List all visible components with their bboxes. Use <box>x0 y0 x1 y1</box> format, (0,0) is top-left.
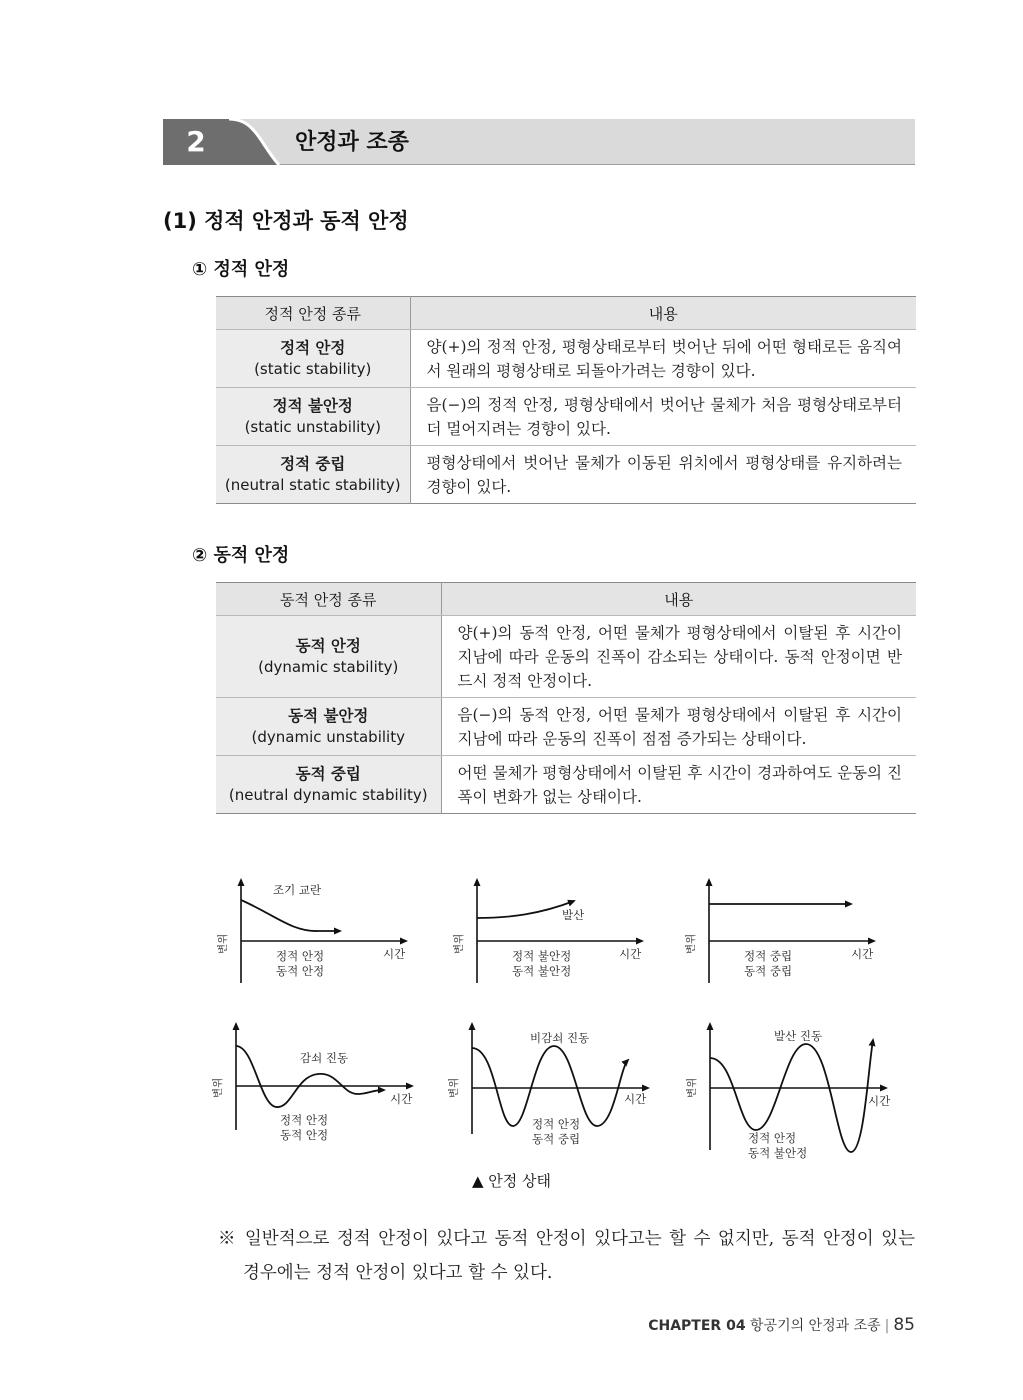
graph-4-label-1: 정적 안정 <box>280 1113 329 1127</box>
graph-5-x-label: 시간 <box>624 1092 647 1106</box>
page-number: 85 <box>893 1315 915 1335</box>
type-description: 양(+)의 동적 안정, 어떤 물체가 평형상태에서 이탈된 후 시간이 지남에 따라 운동의 진폭이 감소되는 상태이다. 동적 안정이면 반드시 정적 안정이다. <box>441 616 916 698</box>
graph-1-label-2: 동적 안정 <box>276 964 325 978</box>
table-header-row <box>216 583 916 616</box>
graph-5-curve <box>472 1046 628 1126</box>
graph-2-top-label: 발산 <box>562 908 585 922</box>
table-row <box>216 388 916 446</box>
graph-1-y-label: 변위 <box>217 933 229 954</box>
static-stability-table <box>216 296 916 504</box>
type-description: 어떤 물체가 평형상태에서 이탈된 후 시간이 경과하여도 운동의 진폭이 변화가 없는 상태이다. <box>441 756 916 814</box>
graph-3-label-2: 동적 중립 <box>744 964 793 978</box>
table-row <box>216 698 916 756</box>
graph-5-label-2: 동적 중립 <box>532 1132 581 1146</box>
graph-2-label-2: 동적 불안정 <box>512 964 572 978</box>
table-row <box>216 446 916 504</box>
graph-6-top-label: 발산 진동 <box>774 1029 823 1043</box>
type-description: 양(+)의 정적 안정, 평형상태로부터 벗어난 뒤에 어떤 형태로든 움직여서 원래의 평형상태로 되돌아가려는 경향이 있다. <box>410 330 916 388</box>
note-line-1: ※ 일반적으로 정적 안정이 있다고 동적 안정이 있다고는 할 수 없지만, 동적 안정이 있는 <box>218 1229 915 1249</box>
dynamic-stability-heading: ② 동적 안정 <box>192 545 290 566</box>
graph-5-top-label: 비감쇠 진동 <box>530 1031 590 1045</box>
type-name-en: (dynamic unstability <box>251 727 405 746</box>
type-name: 동적 중립 <box>295 764 361 783</box>
type-name-en: (neutral static stability) <box>224 475 401 494</box>
type-name-en: (static stability) <box>254 359 372 378</box>
graph-1-x-label: 시간 <box>383 947 406 961</box>
column-header: 내용 <box>441 583 916 616</box>
dynamic-stability-table <box>216 582 916 814</box>
graph-2-label-1: 정적 불안정 <box>512 949 572 963</box>
graph-5-y-label: 변위 <box>448 1077 460 1098</box>
type-name: 동적 불안정 <box>288 706 369 725</box>
graph-6-y-label: 변위 <box>686 1077 698 1098</box>
column-header: 정적 안정 종류 <box>216 297 410 330</box>
graph-3-label-1: 정적 중립 <box>744 949 793 963</box>
graph-3-y-label: 변위 <box>685 933 697 954</box>
graph-6-label-2: 동적 불안정 <box>748 1146 808 1160</box>
footer-divider: | <box>884 1318 890 1334</box>
static-stability-heading: ① 정적 안정 <box>192 259 290 280</box>
footer-chapter: CHAPTER 04 <box>648 1318 746 1334</box>
type-description: 음(−)의 정적 안정, 평형상태에서 벗어난 물체가 처음 평형상태로부터 더 멀어지려는 경향이 있다. <box>410 388 916 446</box>
table-row <box>216 330 916 388</box>
graph-6-label-1: 정적 안정 <box>748 1131 797 1145</box>
type-name-en: (neutral dynamic stability) <box>228 785 428 804</box>
graph-4-top-label: 감쇠 진동 <box>300 1051 349 1065</box>
stability-figure <box>0 860 1023 1170</box>
graph-2-x-label: 시간 <box>619 947 642 961</box>
graph-1-label-1: 정적 안정 <box>276 949 325 963</box>
figure-caption: ▲ 안정 상태 <box>471 1172 552 1190</box>
graph-2-curve <box>477 901 574 918</box>
section-header-bar <box>163 119 915 165</box>
type-description: 음(−)의 동적 안정, 어떤 물체가 평형상태에서 이탈된 후 시간이 지남에 따라 운동의 진폭이 점점 증가되는 상태이다. <box>441 698 916 756</box>
type-name-en: (dynamic stability) <box>258 657 399 676</box>
type-name: 정적 중립 <box>280 454 346 473</box>
note-line-2: 경우에는 정적 안정이 있다고 할 수 있다. <box>243 1263 553 1283</box>
graph-1-curve <box>241 900 340 931</box>
graph-3-x-label: 시간 <box>851 947 874 961</box>
table-row <box>216 616 916 698</box>
section-title: 안정과 조종 <box>295 130 409 155</box>
graph-5-label-1: 정적 안정 <box>532 1117 581 1131</box>
table-row <box>216 756 916 814</box>
type-name-en: (static unstability) <box>244 417 381 436</box>
type-name: 동적 안정 <box>295 636 361 655</box>
type-name: 정적 안정 <box>280 338 346 357</box>
graph-4-y-label: 변위 <box>212 1077 224 1098</box>
graph-2-y-label: 변위 <box>453 933 465 954</box>
section-number: 2 <box>186 125 206 158</box>
type-name: 정적 불안정 <box>272 396 353 415</box>
column-header: 내용 <box>410 297 916 330</box>
graph-4-label-2: 동적 안정 <box>280 1128 329 1142</box>
table-header-row <box>216 297 916 330</box>
column-header: 동적 안정 종류 <box>216 583 441 616</box>
graph-1-top-label: 조기 교란 <box>273 883 322 897</box>
graph-6-x-label: 시간 <box>868 1094 891 1108</box>
footer-title: 항공기의 안정과 조종 <box>750 1318 881 1334</box>
page-footer <box>648 1315 915 1335</box>
subsection-title: (1) 정적 안정과 동적 안정 <box>163 209 409 233</box>
graph-4-x-label: 시간 <box>390 1092 413 1106</box>
type-description: 평형상태에서 벗어난 물체가 이동된 위치에서 평형상태를 유지하려는 경향이 있다. <box>410 446 916 504</box>
